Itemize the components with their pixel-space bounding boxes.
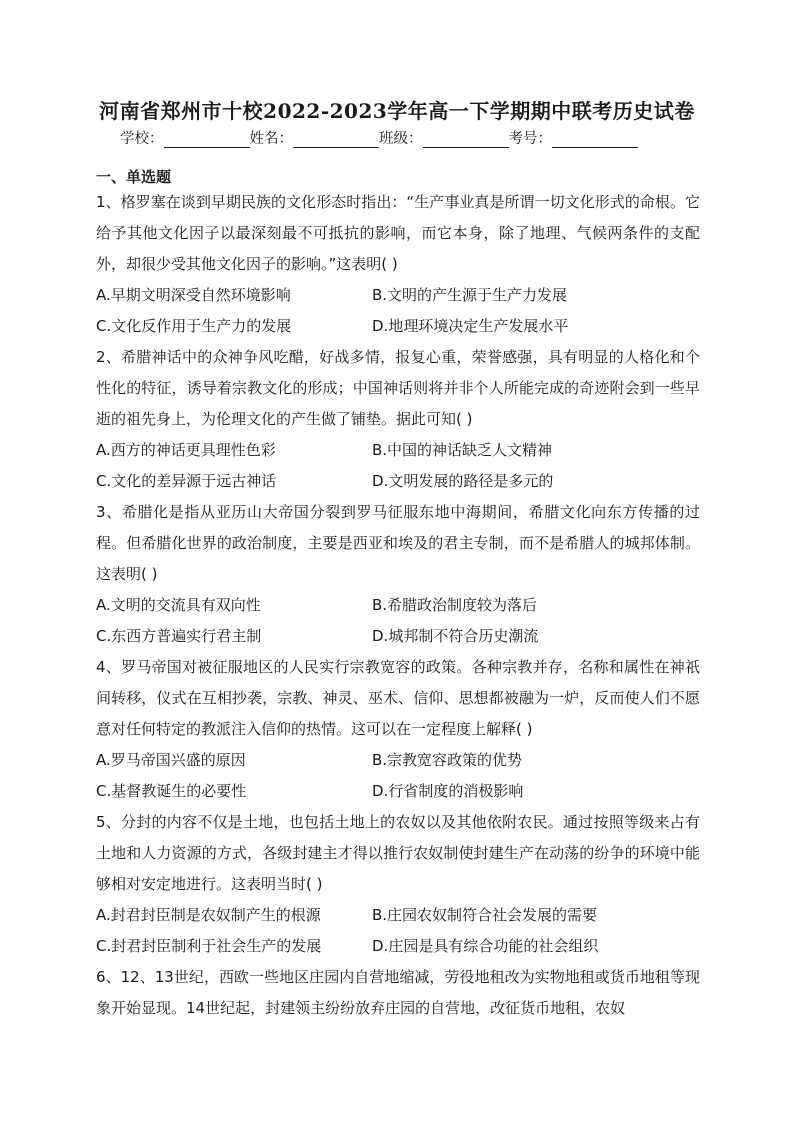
option-c: C.文化的差异源于远古神话 (96, 472, 277, 490)
option-c: C.文化反作用于生产力的发展 (96, 317, 292, 335)
option-c: C.东西方普遍实行君主制 (96, 627, 262, 645)
option-row (96, 931, 700, 962)
option-d: D.城邦制不符合历史潮流 (372, 627, 539, 645)
option-d: D.地理环境决定生产发展水平 (372, 317, 569, 335)
option-b: B.宗教宽容政策的优势 (372, 751, 523, 769)
option-row (96, 621, 700, 652)
name-blank (293, 131, 379, 148)
number-blank (552, 131, 638, 148)
class-blank (423, 131, 509, 148)
school-blank (164, 131, 250, 148)
exam-title: 河南省郑州市十校2022-2023学年高一下学期期中联考历史试卷 (99, 99, 695, 123)
question-stem: 4、罗马帝国对被征服地区的人民实行宗教宽容的政策。各种宗教并存，名称和属性在神祇间转移，仪式在互相抄袭，宗教、神灵、巫术、信仰、思想都被融为一炉，反而使人们不愿意对任何特定的教派注入信仰的热情。这可以在一定程度上解释( ) (96, 658, 700, 738)
option-row (96, 280, 700, 311)
option-a: A.早期文明深受自然环境影响 (96, 286, 291, 304)
student-info-line (120, 127, 638, 148)
section-heading: 一、单选题 (96, 168, 172, 186)
option-d: D.庄园是具有综合功能的社会组织 (372, 937, 599, 955)
class-label: 班级： (379, 131, 423, 147)
option-row (96, 590, 700, 621)
option-d: D.文明发展的路径是多元的 (372, 472, 554, 490)
question-stem: 6、12、13世纪，西欧一些地区庄园内自营地缩减，劳役地租改为实物地租或货币地租等现象开始显现。14世纪起，封建领主纷纷放弃庄园的自营地，改征货币地租，农奴 (96, 968, 700, 1017)
name-label: 姓名： (249, 131, 293, 147)
school-label: 学校： (120, 131, 164, 147)
option-b: B.中国的神话缺乏人文精神 (372, 441, 553, 459)
option-row (96, 466, 700, 497)
option-b: B.庄园农奴制符合社会发展的需要 (372, 906, 598, 924)
option-row (96, 311, 700, 342)
question-stem: 1、格罗塞在谈到早期民族的文化形态时指出：“生产事业真是所谓一切文化形式的命根。它给予其他文化因子以最深刻最不可抵抗的影响，而它本身，除了地理、气候两条件的支配外，却很少受其他文化因子的影响。”这表明( ) (96, 193, 700, 273)
option-row (96, 435, 700, 466)
option-a: A.西方的神话更具理性色彩 (96, 441, 276, 459)
option-d: D.行省制度的消极影响 (372, 782, 524, 800)
option-c: C.基督教诞生的必要性 (96, 782, 247, 800)
question-stem: 5、分封的内容不仅是土地，也包括土地上的农奴以及其他依附农民。通过按照等级来占有土地和人力资源的方式，各级封建主才得以推行农奴制使封建生产在动荡的纷争的环境中能够相对安定地进行。这表明当时( ) (96, 813, 700, 893)
question-list (96, 187, 700, 1024)
option-b: B.文明的产生源于生产力发展 (372, 286, 568, 304)
option-a: A.封君封臣制是农奴制产生的根源 (96, 906, 321, 924)
number-label: 考号： (508, 131, 552, 147)
option-row (96, 745, 700, 776)
option-row (96, 776, 700, 807)
question-stem: 3、希腊化是指从亚历山大帝国分裂到罗马征服东地中海期间，希腊文化向东方传播的过程。但希腊化世界的政治制度，主要是西亚和埃及的君主专制，而不是希腊人的城邦体制。这表明( ) (96, 503, 700, 583)
question-stem: 2、希腊神话中的众神争风吃醋，好战多情，报复心重，荣誉感强，具有明显的人格化和个性化的特征，诱导着宗教文化的形成；中国神话则将并非个人所能完成的奇迹附会到一些早逝的祖先身上，为伦理文化的产生做了铺垫。据此可知( ) (96, 348, 700, 428)
option-row (96, 900, 700, 931)
option-b: B.希腊政治制度较为落后 (372, 596, 538, 614)
option-c: C.封君封臣制利于社会生产的发展 (96, 937, 322, 955)
option-a: A.罗马帝国兴盛的原因 (96, 751, 246, 769)
option-a: A.文明的交流具有双向性 (96, 596, 261, 614)
